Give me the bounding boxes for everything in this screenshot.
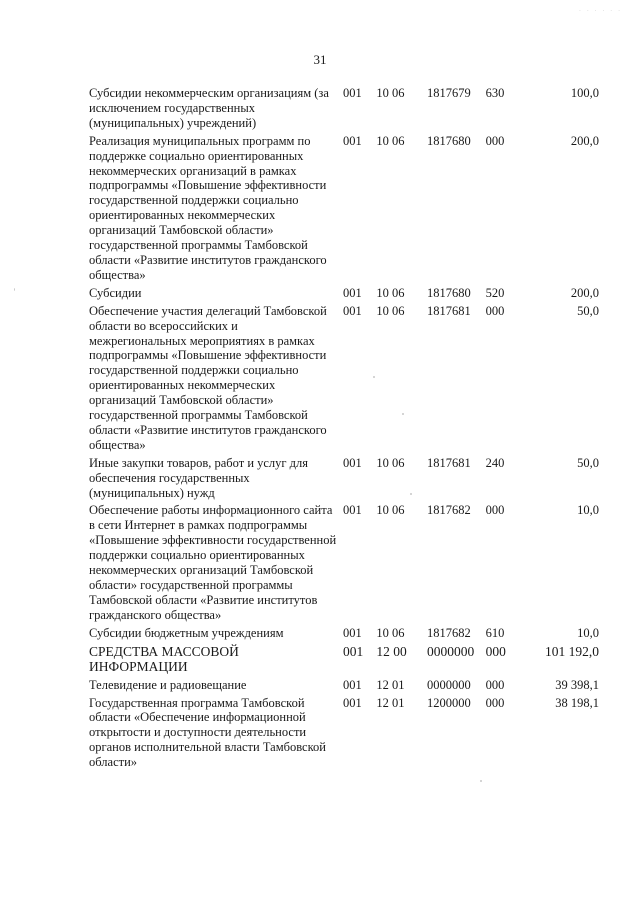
row-name: Телевидение и радиовещание	[89, 677, 247, 692]
row-section-code: 12 01	[376, 695, 405, 710]
row-target-code: 1817679	[426, 86, 471, 100]
row-target-code: 1817682	[426, 625, 471, 640]
row-target-code: 1817682	[426, 503, 471, 518]
row-type-code: 000	[485, 695, 505, 710]
table-row	[89, 286, 599, 304]
section-heading: СРЕДСТВА МАССОВОЙ ИНФОРМАЦИИ	[89, 643, 239, 675]
row-admin-code: 001	[342, 285, 362, 300]
row-name: Государственная программа Тамбовской области «Обеспечение информационной открытости и доступности деятельности органов исполнительной власти Тамбовской области»	[89, 695, 326, 770]
row-admin-code: 001	[342, 677, 362, 692]
row-section-code: 10 06	[376, 86, 405, 100]
scan-speck	[373, 376, 375, 378]
row-target-code: 1200000	[426, 695, 471, 710]
row-target-code: 1817680	[426, 285, 471, 300]
row-name: Обеспечение участия делегаций Тамбовской области во всероссийских и межрегиональных мероприятиях в рамках подпрограммы «Повышение эффективности государственной поддержки социально ориентированных некоммерческих организаций Тамбовской области» государственной программы Тамбовской области «Развитие институтов гражданского общества»	[89, 303, 327, 452]
row-section-code: 10 06	[376, 303, 405, 318]
row-section-code: 12 01	[376, 677, 405, 692]
table-row	[89, 696, 599, 774]
table-row	[89, 626, 599, 644]
row-target-code: 1817681	[426, 455, 471, 470]
scan-speck	[14, 288, 15, 291]
row-amount: 200,0	[570, 285, 599, 300]
row-amount: 38 198,1	[555, 695, 599, 710]
row-amount: 200,0	[570, 133, 599, 148]
row-amount: 100,0	[570, 86, 599, 100]
row-amount: 101 192,0	[545, 643, 599, 659]
row-amount: 39 398,1	[555, 677, 599, 692]
row-type-code: 610	[485, 625, 505, 640]
row-section-code: 10 06	[376, 455, 405, 470]
row-section-code: 10 06	[376, 285, 405, 300]
row-section-code: 10 06	[376, 625, 405, 640]
row-type-code: 000	[485, 503, 505, 518]
table-row	[89, 644, 599, 678]
row-type-code: 000	[485, 677, 505, 692]
row-name: Реализация муниципальных программ по поддержке социально ориентированных некоммерческих организаций в рамках подпрограммы «Повышение эффективности государственной поддержки социально ориентированных некоммерческих организаций Тамбовской области» государственной программы Тамбовской области «Развитие институтов гражданского общества»	[89, 133, 327, 282]
row-type-code: 240	[485, 455, 505, 470]
row-type-code: 000	[485, 133, 505, 148]
row-target-code: 0000000	[426, 677, 471, 692]
row-name: Иные закупки товаров, работ и услуг для обеспечения государственных (муниципальных) нужд	[89, 455, 309, 500]
table-row	[89, 86, 599, 134]
row-amount: 50,0	[577, 303, 599, 318]
row-amount: 10,0	[577, 625, 599, 640]
scan-speck	[410, 493, 412, 495]
row-target-code: 0000000	[426, 643, 475, 659]
row-section-code: 12 00	[376, 643, 407, 659]
row-section-code: 10 06	[376, 503, 405, 518]
row-admin-code: 001	[342, 695, 362, 710]
row-admin-code: 001	[342, 643, 364, 659]
table-row	[89, 456, 599, 504]
row-admin-code: 001	[342, 133, 362, 148]
page-number: 31	[313, 52, 327, 67]
table-row	[89, 678, 599, 696]
table-row	[89, 134, 599, 286]
row-type-code: 000	[485, 643, 506, 659]
table-row	[89, 503, 599, 625]
row-admin-code: 001	[342, 86, 362, 100]
row-amount: 50,0	[577, 455, 599, 470]
row-admin-code: 001	[342, 455, 362, 470]
row-admin-code: 001	[342, 625, 362, 640]
table-row	[89, 304, 599, 456]
row-name: Обеспечение работы информационного сайта в сети Интернет в рамках подпрограммы «Повышение эффективности государственной поддержки социально ориентированных некоммерческих организаций Тамбовской области» государственной программы Тамбовской области «Развитие институтов гражданского общества»	[89, 503, 337, 622]
row-type-code: 630	[485, 86, 505, 100]
row-target-code: 1817680	[426, 133, 471, 148]
row-type-code: 520	[485, 285, 505, 300]
row-type-code: 000	[485, 303, 505, 318]
budget-table	[89, 86, 599, 773]
row-amount: 10,0	[577, 503, 599, 518]
scan-speck	[480, 780, 482, 782]
row-name: Субсидии некоммерческим организациям (за исключением государственных (муниципальных) учреждений)	[89, 86, 329, 130]
row-admin-code: 001	[342, 503, 362, 518]
row-name: Субсидии	[89, 285, 142, 300]
scan-speck	[402, 413, 404, 415]
row-section-code: 10 06	[376, 133, 405, 148]
row-target-code: 1817681	[426, 303, 471, 318]
row-admin-code: 001	[342, 303, 362, 318]
scan-artifact-dots: · · · · · ·	[579, 8, 622, 15]
row-name: Субсидии бюджетным учреждениям	[89, 625, 284, 640]
